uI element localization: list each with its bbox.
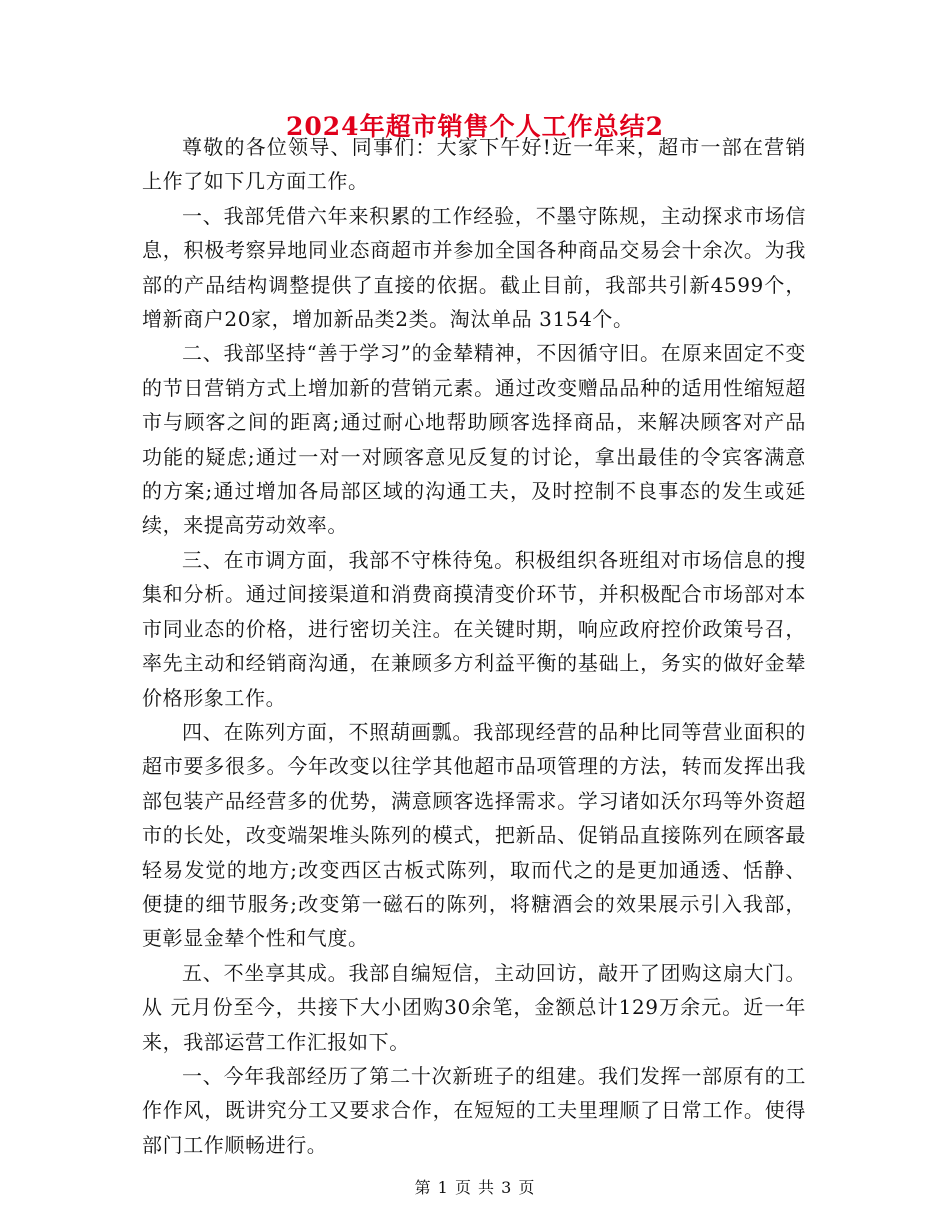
- document-body: [142, 130, 806, 1162]
- paragraph: 二、我部坚持“善于学习”的金辇精神，不因循守旧。在原来固定不变的节日营销方式上增加新的营销元素。通过改变赠品品种的适用性缩短超市与顾客之间的距离;通过耐心地帮助顾客选择商品，来解决顾客对产品功能的疑虑;通过一对一对顾客意见反复的讨论，拿出最佳的令宾客满意的方案;通过增加各局部区域的沟通工夫，及时控制不良事态的发生或延续，来提高劳动效率。: [142, 341, 806, 538]
- paragraph: 四、在陈列方面，不照葫画瓢。我部现经营的品种比同等营业面积的超市要多很多。今年改变以往学其他超市品项管理的方法，转而发挥出我部包装产品经营多的优势，满意顾客选择需求。学习诸如沃尔玛等外资超市的长处，改变端架堆头陈列的模式，把新品、促销品直接陈列在顾客最轻易发觉的地方;改变西区古板式陈列，取而代之的是更加通透、恬静、便捷的细节服务;改变第一磁石的陈列，将糖酒会的效果展示引入我部，更彰显金辇个性和气度。: [142, 719, 806, 951]
- paragraph: 一、我部凭借六年来积累的工作经验，不墨守陈规，主动探求市场信息，积极考察异地同业态商超市并参加全国各种商品交易会十余次。为我部的产品结构调整提供了直接的依据。截止目前，我部共引新4599个，增新商户20家，增加新品类2类。淘汰单品 3154个。: [142, 203, 806, 332]
- paragraph: 一、今年我部经历了第二十次新班子的组建。我们发挥一部原有的工作作风，既讲究分工又要求合作，在短短的工夫里理顺了日常工作。使得部门工作顺畅进行。: [142, 1063, 806, 1157]
- page-footer: 第 1 页 共 3 页: [414, 1178, 536, 1197]
- paragraph: 尊敬的各位领导、同事们：大家下午好!近一年来，超市一部在营销上作了如下几方面工作。: [142, 135, 806, 194]
- document-title: 2024年超市销售个人工作总结2: [286, 112, 664, 141]
- paragraph: 三、在市调方面，我部不守株待兔。积极组织各班组对市场信息的搜集和分析。通过间接渠道和消费商摸清变价环节，并积极配合市场部对本市同业态的价格，进行密切关注。在关键时期，响应政府控价政策号召，率先主动和经销商沟通，在兼顾多方利益平衡的基础上，务实的做好金辇价格形象工作。: [142, 547, 806, 710]
- paragraph: 五、不坐享其成。我部自编短信，主动回访，敲开了团购这扇大门。从 元月份至今，共接下大小团购30余笔，金额总计129万余元。近一年来，我部运营工作汇报如下。: [142, 960, 806, 1054]
